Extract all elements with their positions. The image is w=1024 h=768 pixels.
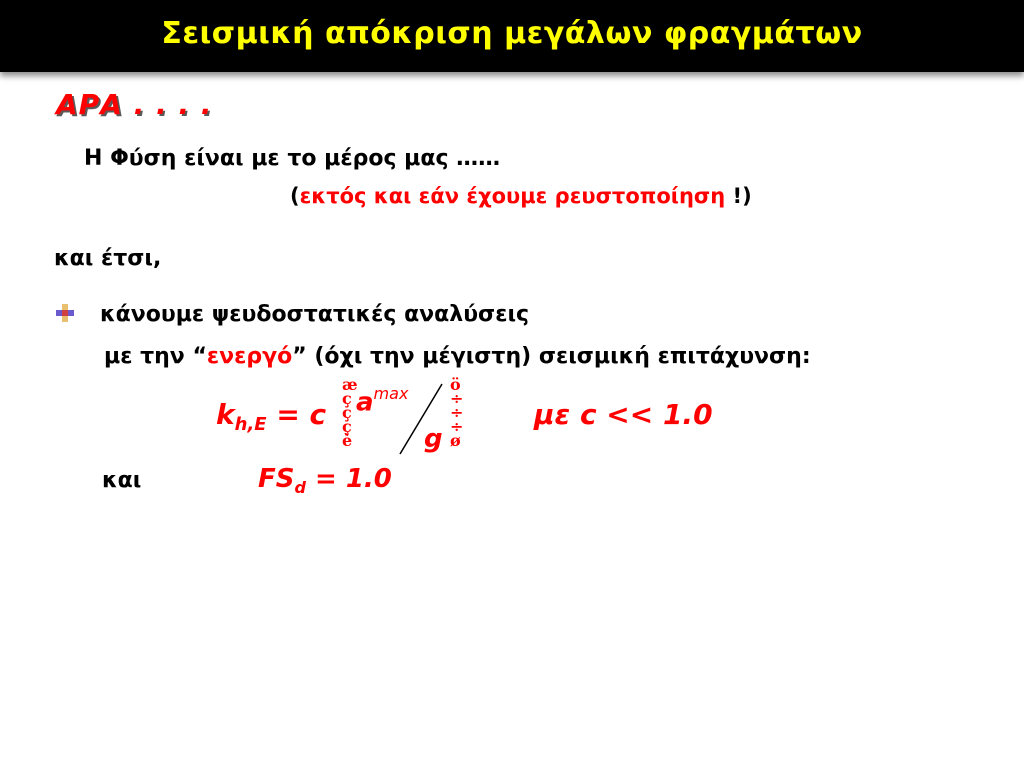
equation-condition: με c << 1.0 (534, 398, 713, 431)
bullet-text: κάνουμε ψευδοστατικές αναλύσεις (100, 302, 530, 327)
eq-equals-c: = c (266, 398, 327, 431)
factor-of-safety (258, 464, 392, 497)
fs-sub: d (294, 478, 306, 497)
liquefaction-note (290, 184, 752, 208)
right-bracket-icon: ö ÷ ÷ ÷ ø (450, 375, 464, 450)
eq-k-sub: h,E (234, 414, 267, 435)
bullet-icon (56, 304, 74, 322)
liquefaction-text: εκτός και εάν έχουμε ρευστοποίηση (299, 184, 726, 208)
paren-close: !) (725, 184, 752, 208)
effective-pre: με την “ (104, 344, 207, 369)
paren-open: ( (290, 184, 300, 208)
nature-line: Η Φύση είναι με το μέρος μας …… (84, 146, 501, 171)
title-bar (0, 0, 1024, 72)
heading-ara: ΑΡΑ . . . . (56, 88, 213, 121)
and-thus-line: και έτσι, (54, 246, 162, 271)
effective-post: ” (όχι την μέγιστη) σεισμική επιτάχυνση: (292, 344, 811, 369)
fs-main: FS (258, 464, 295, 494)
slide-title: Σεισμική απόκριση μεγάλων φραγμάτων (161, 16, 863, 51)
eq-denominator: g (424, 424, 443, 454)
eq-a: a (356, 387, 374, 418)
left-bracket-icon: æ ç ç ç è (342, 375, 358, 450)
eq-a-sup: max (373, 384, 409, 403)
equation-lhs (216, 398, 327, 435)
fs-value: = 1.0 (305, 464, 392, 494)
eq-k: k (216, 398, 235, 431)
effective-word: ενεργό (206, 344, 293, 369)
effective-accel-line (104, 344, 811, 369)
and-label: και (102, 468, 142, 493)
